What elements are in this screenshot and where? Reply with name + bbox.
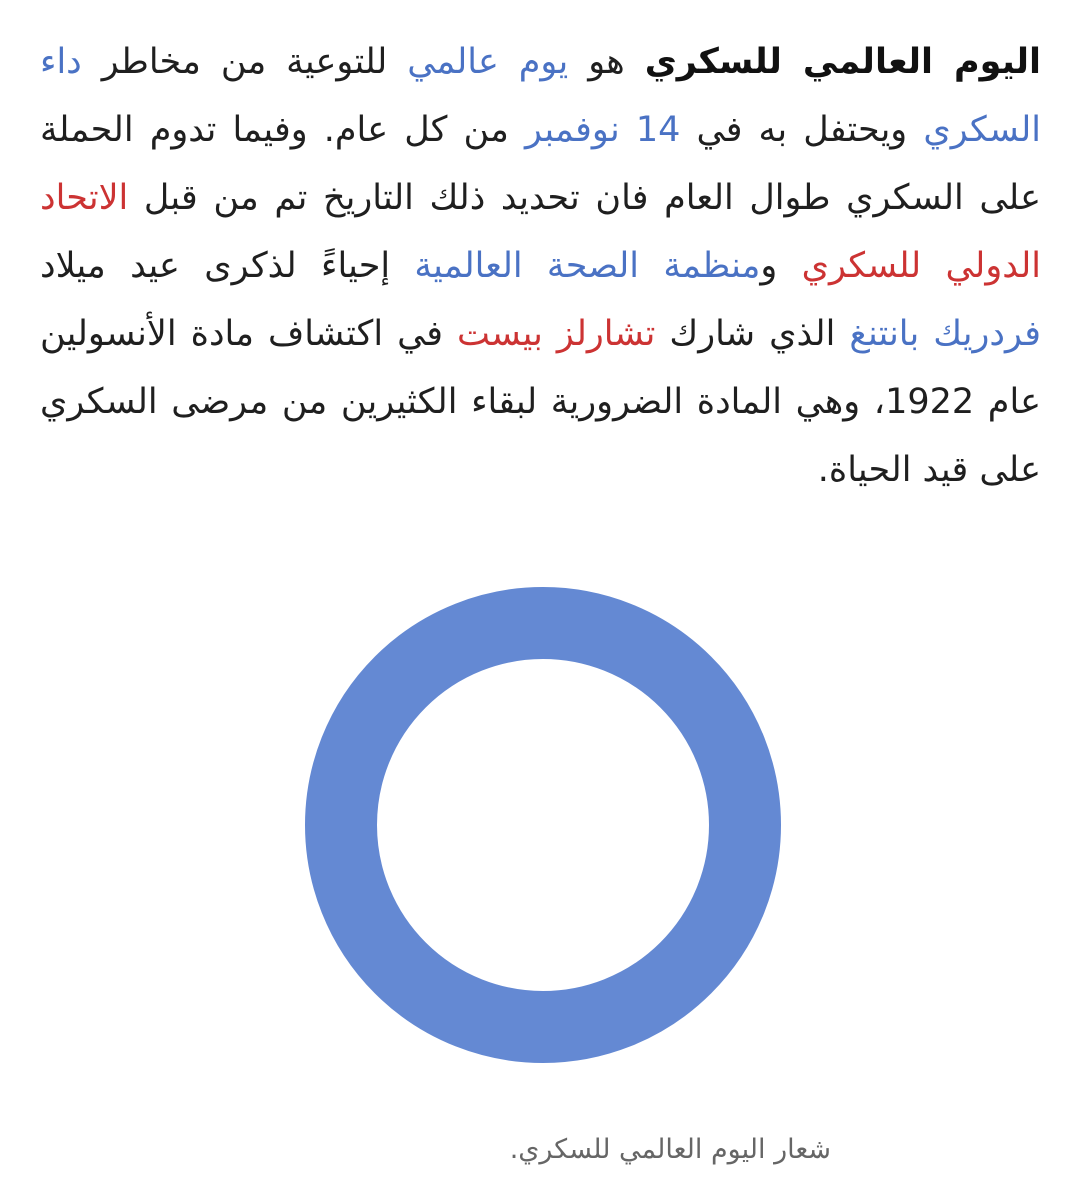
link-november-14[interactable]: 14 نوفمبر [525,110,681,150]
text-segment: ويحتفل به في [680,110,924,150]
diabetes-blue-circle-logo[interactable] [304,586,782,1064]
link-who[interactable]: منظمة الصحة العالمية [414,246,761,286]
text-segment: للتوعية من مخاطر [81,42,408,82]
link-idf[interactable]: الاتحاد الدولي للسكري [40,178,1041,286]
article-title-bold: اليوم العالمي للسكري [644,42,1042,82]
link-charles-best[interactable]: تشارلز بيست [456,314,656,354]
link-frederick-banting[interactable]: فردريك بانتنغ [849,314,1041,354]
text-segment: في اكتشاف مادة الأنسولين عام 1922، وهي المادة الضرورية لبقاء الكثيرين من مرضى السكري على قيد الحياة. [40,314,1041,490]
link-diabetes[interactable]: داء السكري [40,42,1041,150]
link-world-day[interactable]: يوم عالمي [407,42,569,82]
article-paragraph [40,28,1041,504]
blue-ring [341,623,745,1027]
text-segment: هو [568,42,645,82]
logo-caption: شعار اليوم العالمي للسكري. [509,1134,831,1165]
text-segment: الذي شارك [655,314,850,354]
text-segment: و [760,246,802,286]
blue-circle-icon [304,586,782,1064]
text-segment: إحياءً لذكرى عيد ميلاد [40,246,415,286]
text-segment: من كل عام. وفيما تدوم الحملة على السكري طوال العام فان تحديد ذلك التاريخ تم من قبل [40,110,1041,218]
